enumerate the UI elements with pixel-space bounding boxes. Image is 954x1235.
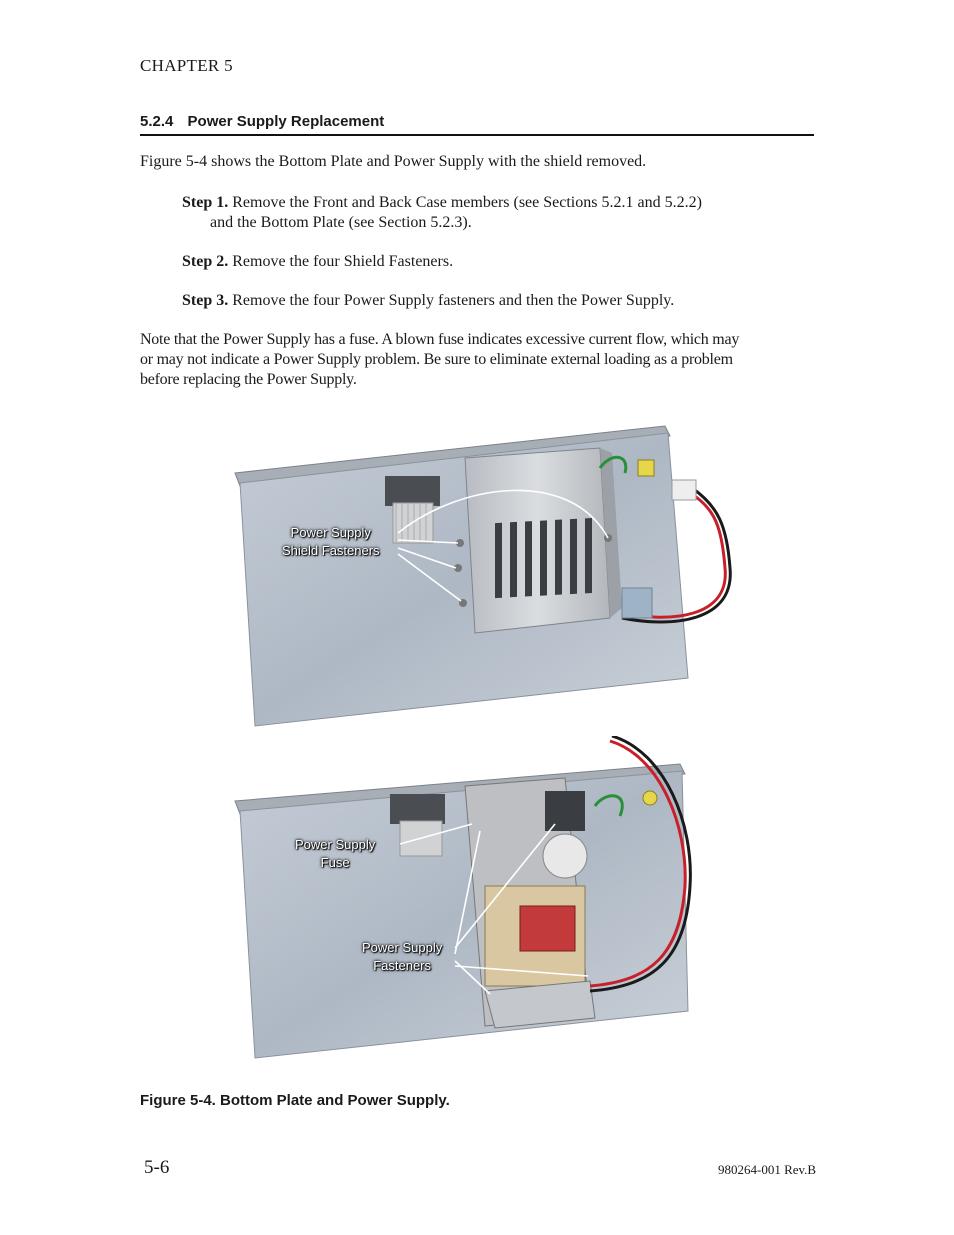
step-2-text: Remove the four Shield Fasteners. bbox=[232, 253, 454, 270]
fuse-callout-line2: Fuse bbox=[320, 855, 350, 870]
step-1-text: Remove the Front and Back Case members (see Sections 5.2.1 and 5.2.2) bbox=[232, 194, 702, 211]
chapter-header: CHAPTER 5 bbox=[140, 56, 233, 75]
document-number: 980264-001 Rev.B bbox=[718, 1162, 817, 1177]
step-1-text-cont: and the Bottom Plate (see Section 5.2.3). bbox=[210, 214, 472, 231]
fasteners-callout-line1: Power Supply bbox=[362, 940, 443, 955]
note-paragraph bbox=[140, 330, 816, 390]
top-photo bbox=[210, 408, 740, 732]
fuse-callout-line1: Power Supply bbox=[295, 837, 376, 852]
power-supply-exposed-illustration bbox=[210, 736, 740, 1062]
step-2-label: Step 2. bbox=[182, 253, 229, 270]
page-number: 5-6 bbox=[144, 1157, 170, 1178]
figure-caption: Figure 5-4. Bottom Plate and Power Supply. bbox=[140, 1092, 450, 1109]
shield-fasteners-callout bbox=[282, 524, 380, 560]
step-1-label: Step 1. bbox=[182, 194, 229, 211]
step-1 bbox=[182, 193, 802, 233]
section-heading bbox=[140, 113, 814, 136]
step-3 bbox=[182, 291, 802, 311]
section-number: 5.2.4 bbox=[140, 113, 174, 130]
note-line-3: before replacing the Power Supply. bbox=[140, 371, 357, 388]
fasteners-callout bbox=[362, 939, 442, 975]
note-line-2: or may not indicate a Power Supply problem. Be sure to eliminate external loading as a problem bbox=[140, 351, 733, 368]
shield-fasteners-callout-line1: Power Supply bbox=[290, 525, 371, 540]
shield-fasteners-callout-line2: Shield Fasteners bbox=[282, 543, 380, 558]
bottom-photo bbox=[210, 736, 740, 1062]
fasteners-callout-line2: Fasteners bbox=[373, 958, 432, 973]
section-title: Power Supply Replacement bbox=[187, 113, 385, 130]
fuse-callout bbox=[295, 836, 375, 872]
bottom-plate-with-shield-illustration bbox=[210, 408, 740, 732]
intro-paragraph: Figure 5-4 shows the Bottom Plate and Power Supply with the shield removed. bbox=[140, 153, 647, 170]
step-2 bbox=[182, 252, 802, 272]
step-3-text: Remove the four Power Supply fasteners and then the Power Supply. bbox=[232, 292, 675, 309]
note-line-1: Note that the Power Supply has a fuse. A blown fuse indicates excessive current flow, which may bbox=[140, 331, 740, 348]
step-3-label: Step 3. bbox=[182, 292, 229, 309]
